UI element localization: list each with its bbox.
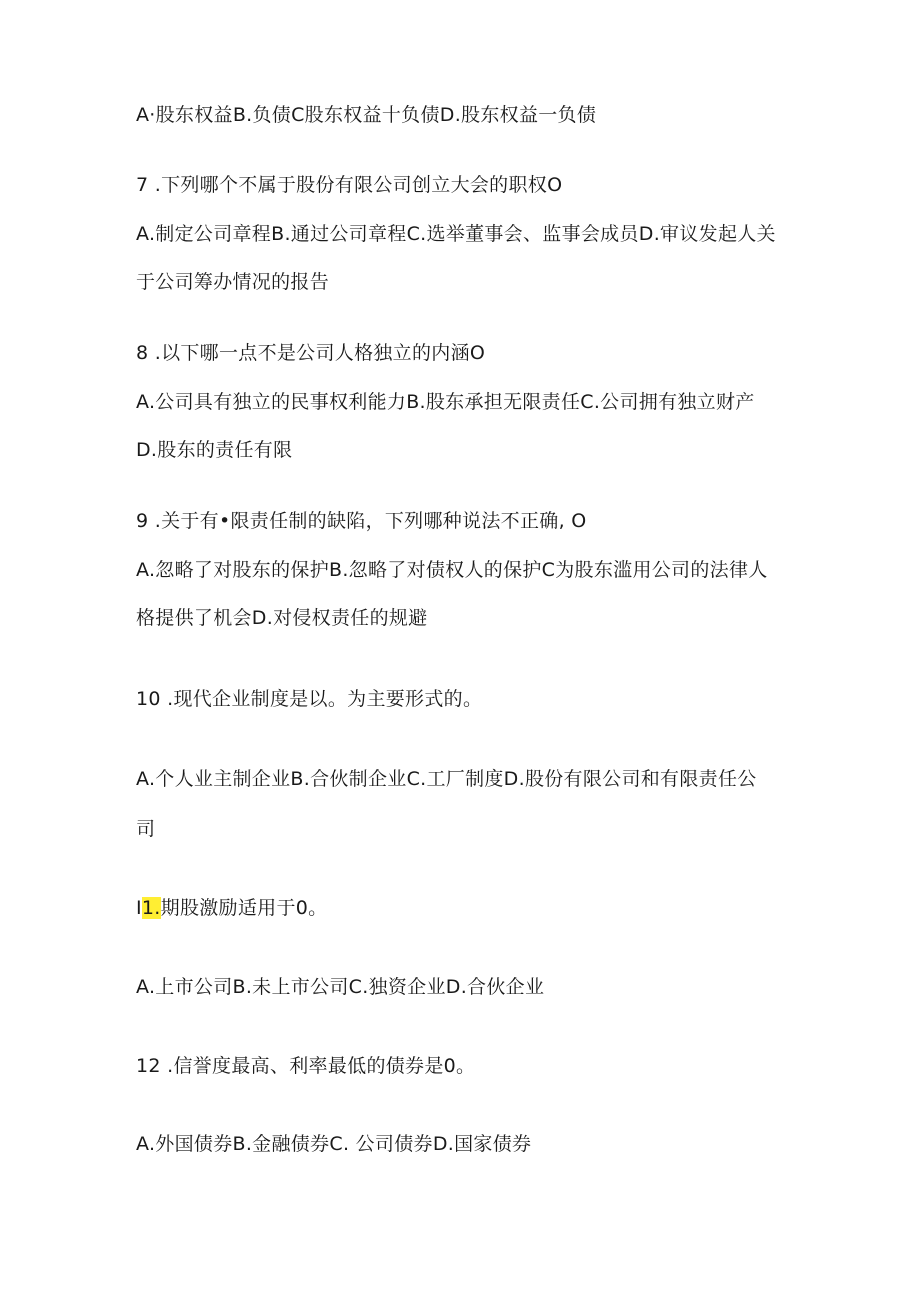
q10-question: 10 .现代企业制度是以。为主要形式的。	[136, 688, 483, 710]
q8-question: 8 .以下哪一点不是公司人格独立的内涵O	[136, 342, 486, 364]
q12-question: 12 .信誉度最高、利率最低的债券是0。	[136, 1055, 476, 1077]
q6-options: A·股东权益B.负债C股东权益十负债D.股东权益一负债	[136, 104, 597, 126]
q8-options-line2: D.股东的责任有限	[136, 439, 293, 461]
q7-options-line1: A.制定公司章程B.通过公司章程C.选举董事会、监事会成员D.审议发起人关	[136, 223, 776, 245]
q10-options-line1: A.个人业主制企业B.合伙制企业C.工厂制度D.股份有限公司和有限责任公	[136, 768, 757, 790]
q8-options-line1: A.公司具有独立的民事权利能力B.股东承担无限责任C.公司拥有独立财产	[136, 391, 755, 413]
q11-question	[136, 896, 327, 920]
q9-options-line1: A.忽略了对股东的保护B.忽略了对债权人的保护C为股东滥用公司的法律人	[136, 559, 768, 581]
q9-question: 9 .关于有•限责任制的缺陷，下列哪种说法不正确, O	[136, 510, 587, 532]
q11-number-highlight: 1.	[141, 897, 161, 919]
q12-options: A.外国债券B.金融债券C. 公司债券D.国家债券	[136, 1133, 532, 1155]
q7-options-line2: 于公司筹办情况的报告	[136, 271, 330, 293]
q11-text: 期股激励适用于0。	[160, 897, 328, 919]
q7-question: 7 .下列哪个不属于股份有限公司创立大会的职权O	[136, 174, 563, 196]
q11-options: A.上市公司B.未上市公司C.独资企业D.合伙企业	[136, 976, 545, 998]
q9-options-line2: 格提供了机会D.对侵权责任的规避	[136, 607, 428, 629]
q10-options-line2: 司	[136, 818, 156, 840]
q11-prefix: I	[136, 897, 142, 919]
